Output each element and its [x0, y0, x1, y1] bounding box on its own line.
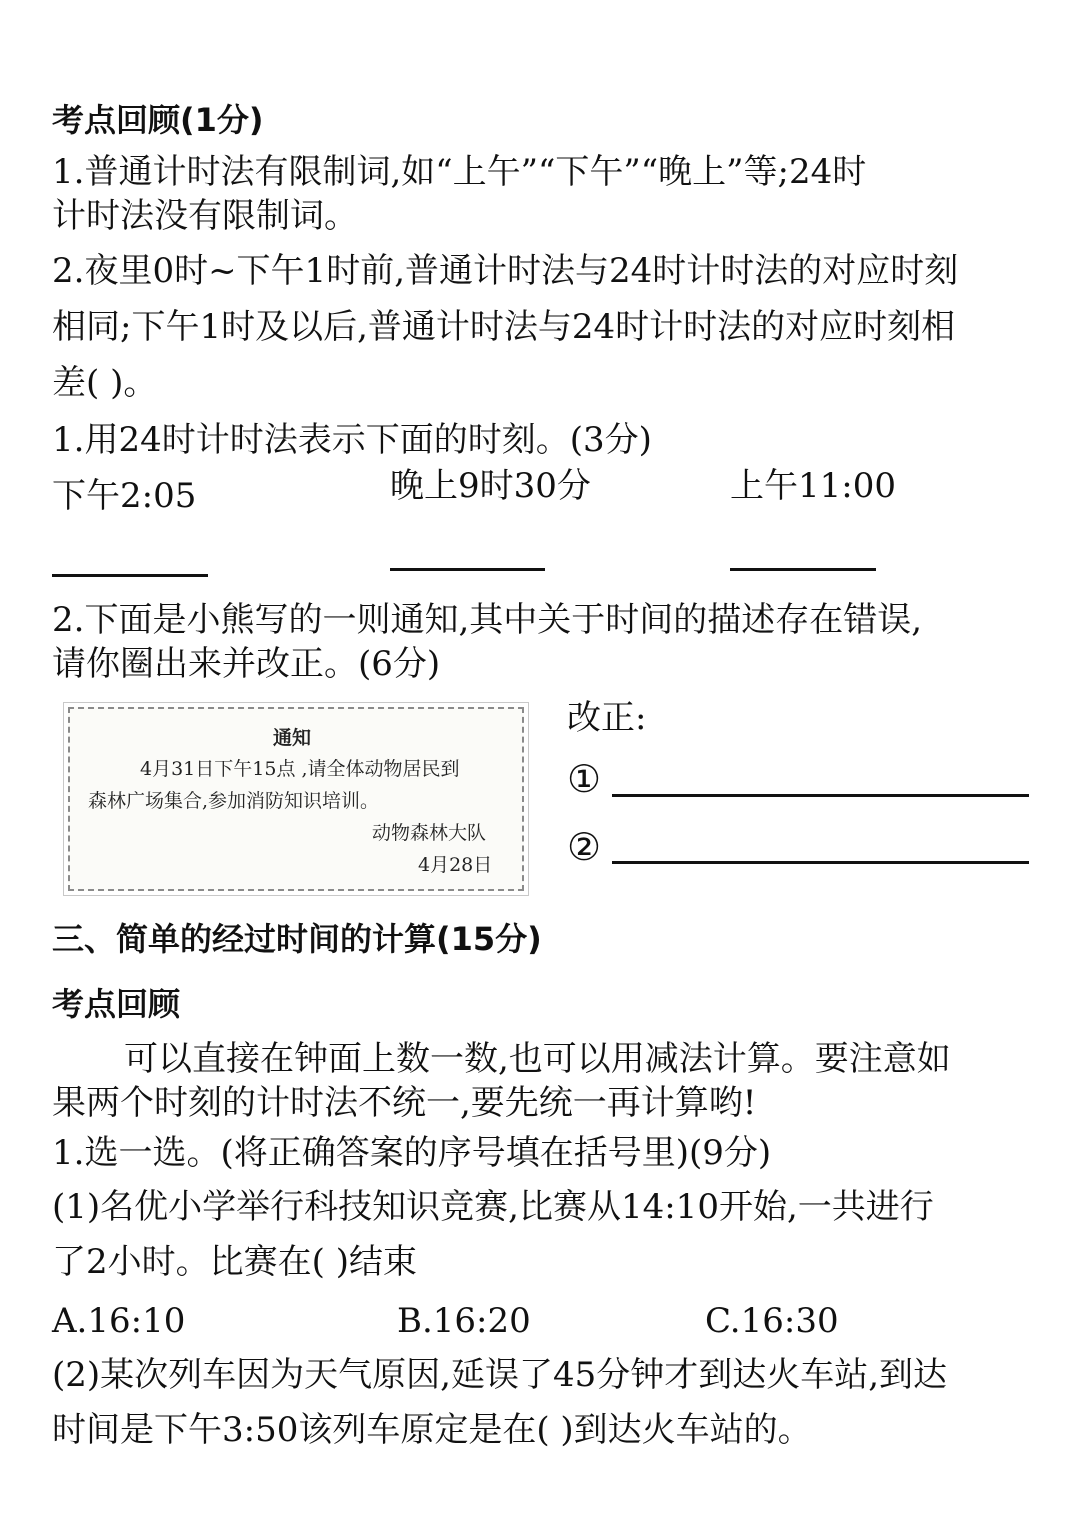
notice-title: 通知 [273, 727, 312, 749]
review-heading: 考点回顾(1分) [52, 101, 264, 139]
q1-item-3: 上午11:00 [730, 466, 896, 506]
problem-1-line-b: 了2小时。比赛在( )结束 [52, 1242, 417, 1282]
section-3-review-a: 可以直接在钟面上数一数,也可以用减法计算。要注意如 [124, 1039, 951, 1079]
problem-1-line-a: (1)名优小学举行科技知识竞赛,比赛从14:10开始,一共进行 [52, 1187, 934, 1227]
answer-blank-2[interactable] [390, 568, 545, 571]
option-c[interactable]: C.16:30 [705, 1301, 839, 1341]
correction-blank-2[interactable] [612, 861, 1029, 864]
correction-mark-1: ① [567, 757, 602, 801]
correction-blank-1[interactable] [612, 794, 1029, 797]
correction-mark-2: ② [567, 825, 602, 869]
review-line-1a: 1.普通计时法有限制词,如“上午”“下午”“晚上”等;24时 [52, 152, 867, 192]
q1-item-2: 晚上9时30分 [390, 466, 591, 506]
section-3-heading: 三、简单的经过时间的计算(15分) [52, 920, 542, 958]
option-a[interactable]: A.16:10 [52, 1301, 186, 1341]
correction-label: 改正: [567, 698, 647, 738]
q2-title-b: 请你圈出来并改正。(6分) [52, 644, 441, 684]
section-3-review-heading: 考点回顾 [52, 985, 181, 1023]
notice-signer: 动物森林大队 [372, 822, 487, 844]
answer-blank-3[interactable] [730, 568, 876, 571]
review-line-2a: 2.夜里0时~下午1时前,普通计时法与24时计时法的对应时刻 [52, 251, 959, 291]
notice-body-a: 4月31日下午15点 ,请全体动物居民到 [140, 758, 460, 780]
q1-title: 1.用24时计时法表示下面的时刻。(3分) [52, 420, 652, 460]
section-3-q1-title: 1.选一选。(将正确答案的序号填在括号里)(9分) [52, 1133, 772, 1173]
notice-date: 4月28日 [418, 854, 493, 876]
review-line-2c: 差( )。 [52, 363, 158, 403]
notice-card [68, 707, 524, 891]
section-3-review-b: 果两个时刻的计时法不统一,要先统一再计算哟! [52, 1083, 757, 1123]
review-line-2b: 相同;下午1时及以后,普通计时法与24时计时法的对应时刻相 [52, 307, 956, 347]
answer-blank-1[interactable] [52, 574, 208, 577]
problem-2-line-a: (2)某次列车因为天气原因,延误了45分钟才到达火车站,到达 [52, 1355, 948, 1395]
review-line-1b: 计时法没有限制词。 [52, 196, 358, 236]
q2-title-a: 2.下面是小熊写的一则通知,其中关于时间的描述存在错误, [52, 600, 923, 640]
notice-body-b: 森林广场集合,参加消防知识培训。 [88, 790, 380, 812]
option-b[interactable]: B.16:20 [397, 1301, 531, 1341]
q1-item-1: 下午2:05 [52, 476, 197, 516]
problem-2-line-b: 时间是下午3:50该列车原定是在( )到达火车站的。 [52, 1410, 812, 1450]
